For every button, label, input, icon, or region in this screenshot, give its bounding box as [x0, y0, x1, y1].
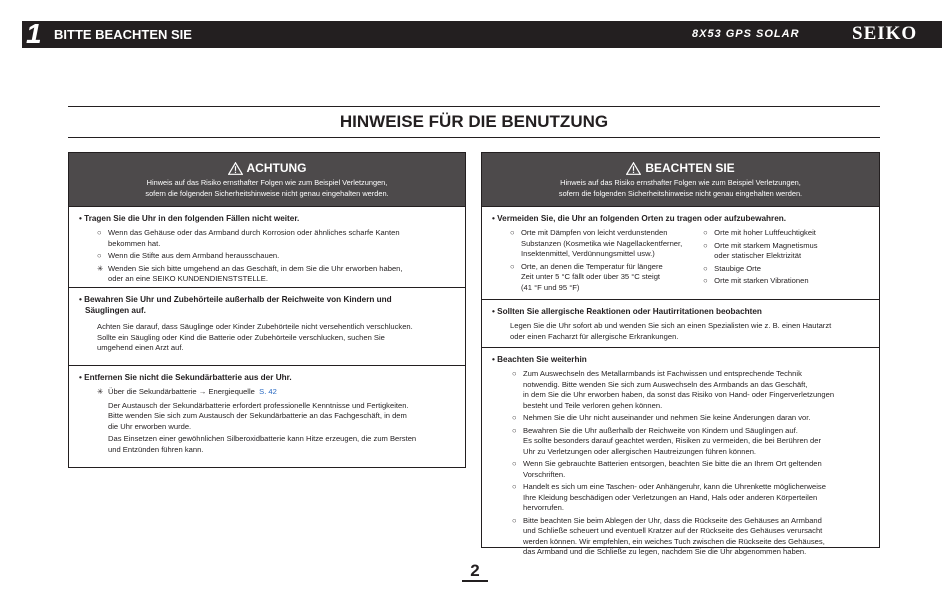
chapter-number: 1	[26, 18, 42, 49]
section-title: • Entfernen Sie nicht die Sekundärbatterie aus der Uhr.	[79, 373, 292, 382]
list-item: ○ Nehmen Sie die Uhr nicht auseinander und nehmen Sie keine Änderungen daran vor.	[512, 413, 811, 422]
beachten-section-2	[482, 299, 879, 347]
top-bar	[22, 18, 942, 49]
list-item: ○ Orte, an denen die Temperatur für längere Zeit unter 5 °C fällt oder über 35 °C steigt (41 °F und 95 °F)	[510, 261, 663, 292]
beachten-desc-1: Hinweis auf das Risiko ernsthafter Folgen wie zum Beispiel Verletzungen,	[560, 178, 801, 187]
list-item: ○ Orte mit starkem Magnetismus oder statischer Elektrizität	[703, 240, 818, 260]
chapter-title: BITTE BEACHTEN SIE	[54, 27, 192, 42]
page-number: 2	[470, 561, 480, 580]
beachten-desc-2: sofern die folgenden Sicherheitshinweise nicht genau eingehalten werden.	[558, 189, 803, 198]
circle-bullet-icon: ○	[512, 369, 517, 378]
bottom-rule	[68, 137, 880, 138]
beachten-box	[481, 152, 880, 556]
beachten-title: BEACHTEN SIE	[645, 161, 735, 175]
warning-icon	[626, 162, 641, 175]
top-rule	[68, 106, 880, 107]
list-item: ○ Staubige Orte	[703, 263, 762, 273]
list-item: ○ Orte mit Dämpfen von leicht verdunstenden Substanzen (Kosmetika wie Nagellackentferner, Insektenmittel, Verdünnungsmittel usw.)	[510, 228, 683, 258]
asterisk-icon: ✳	[97, 263, 104, 273]
beachten-section-1	[482, 206, 879, 299]
paragraph: Der Austausch der Sekundärbatterie erfordert professionelle Kenntnisse und Fertigkeiten. Bitte wenden Sie sich zum Austausch der Sekundärbatterie an das Fachgeschäft, in dem die Uhr erworben wurde.	[108, 400, 409, 431]
paragraph: Achten Sie darauf, dass Säuglinge oder Kinder Zubehörteile nicht versehentlich verschlucken. Sollte ein Säugling oder Kind die Batterie oder Zubehörteile verschlucken, suchen Sie umgehend einen Arzt auf.	[97, 322, 413, 352]
circle-bullet-icon: ○	[512, 413, 517, 422]
list-item: ○ Bewahren Sie die Uhr außerhalb der Reichweite von Kindern und Säuglingen auf. Es sollte besonders darauf geachtet werden, Risiken zu vermeiden, die bei Berühren der Uhr zu Verletzungen oder allergischen Hautreizungen führen können.	[512, 425, 822, 456]
list-item: ○ Handelt es sich um eine Taschen- oder Anhängeruhr, kann die Uhrenkette möglicherweise Ihre Kleidung beschädigen oder Verletzungen an Hand, Hals oder anderen Körperteilen hervorrufen.	[512, 482, 826, 512]
circle-bullet-icon: ○	[512, 515, 517, 525]
list-item: ✳ Über die Sekundärbatterie → Energiequelle S. 42	[97, 387, 277, 396]
section-title: • Sollten Sie allergische Reaktionen oder Hautirritationen beobachten	[492, 307, 762, 316]
asterisk-icon: ✳	[97, 387, 104, 396]
list-item: ○ Wenn Sie gebrauchte Batterien entsorgen, beachten Sie bitte die an Ihrem Ort geltenden Vorschriften.	[512, 459, 822, 479]
achtung-title: ACHTUNG	[246, 161, 307, 175]
circle-bullet-icon: ○	[703, 263, 708, 273]
circle-bullet-icon: ○	[510, 228, 515, 237]
circle-bullet-icon: ○	[512, 459, 517, 468]
achtung-box	[68, 152, 466, 468]
list-item: ○ Wenn die Stifte aus dem Armband herausschauen.	[97, 251, 280, 260]
achtung-section-2	[69, 287, 465, 365]
section-title: • Bewahren Sie Uhr und Zubehörteile außerhalb der Reichweite von Kindern und Säuglingen auf.	[79, 295, 392, 315]
beachten-header	[482, 153, 879, 206]
model-label: 8X53 GPS SOLAR	[692, 28, 800, 40]
paragraph: Legen Sie die Uhr sofort ab und wenden Sie sich an einen Spezialisten wie z. B. einen Hautarzt oder einen Facharzt für allergische Erkrankungen.	[510, 321, 832, 341]
list-item: ○ Bitte beachten Sie beim Ablegen der Uhr, dass die Rückseite des Gehäuses an Armband und Schließe scheuert und eventuell Kratzer auf der Rückseite des Gehäuses verursacht werden können. Wir empfehlen, ein weiches Tuch zwischen die Rückseite des Gehäuses, das Armband und die Schließe zu legen, nachdem Sie die Uhr abgenommen haben.	[512, 515, 825, 556]
achtung-section-1	[69, 206, 465, 287]
circle-bullet-icon: ○	[703, 228, 708, 237]
circle-bullet-icon: ○	[703, 276, 708, 285]
paragraph: Das Einsetzen einer gewöhnlichen Silberoxidbatterie kann Hitze erzeugen, die zum Bersten und Entzünden führen kann.	[108, 434, 417, 454]
circle-bullet-icon: ○	[97, 228, 102, 237]
beachten-section-3	[482, 347, 879, 565]
list-item: ○ Zum Auswechseln des Metallarmbands ist Fachwissen und entsprechende Technik notwendig. Bitte wenden Sie sich zum Auswechseln des Armbands an das Geschäft, in dem Sie die Uhr erworben haben, da sonst das Risiko von Hand- oder Fingerverletzungen besteht und Teile verloren gehen können.	[512, 369, 835, 410]
warning-icon	[228, 162, 243, 175]
list-item: ○ Wenn das Gehäuse oder das Armband durch Korrosion oder ähnliches scharfe Kanten bekommen hat.	[97, 228, 400, 248]
section-title: • Vermeiden Sie, die Uhr an folgenden Orten zu tragen oder aufzubewahren.	[492, 214, 787, 223]
section-title: • Beachten Sie weiterhin	[492, 355, 587, 364]
page-number-underline	[462, 580, 488, 582]
page-title: HINWEISE FÜR DIE BENUTZUNG	[339, 112, 609, 131]
circle-bullet-icon: ○	[703, 240, 708, 250]
circle-bullet-icon: ○	[512, 425, 517, 435]
achtung-header	[69, 153, 465, 206]
achtung-section-3	[69, 365, 465, 462]
circle-bullet-icon: ○	[512, 482, 517, 491]
list-item: ○ Orte mit hoher Luftfeuchtigkeit	[703, 228, 816, 237]
achtung-desc-1: Hinweis auf das Risiko ernsthafter Folgen wie zum Beispiel Verletzungen,	[146, 178, 388, 187]
list-item: ✳ Wenden Sie sich bitte umgehend an das Geschäft, in dem Sie die Uhr erworben haben, oder an eine SEIKO KUNDENDIENSTSTELLE.	[97, 263, 403, 283]
list-item: ○ Orte mit starken Vibrationen	[703, 276, 809, 285]
circle-bullet-icon: ○	[97, 251, 102, 260]
page-link[interactable]: S. 42	[259, 387, 277, 396]
achtung-desc-2: sofern die folgenden Sicherheitshinweise nicht genau eingehalten werden.	[145, 189, 389, 198]
section-title: • Tragen Sie die Uhr in den folgenden Fällen nicht weiter.	[79, 214, 300, 223]
brand-logo: SEIKO	[852, 23, 918, 44]
circle-bullet-icon: ○	[510, 261, 515, 271]
